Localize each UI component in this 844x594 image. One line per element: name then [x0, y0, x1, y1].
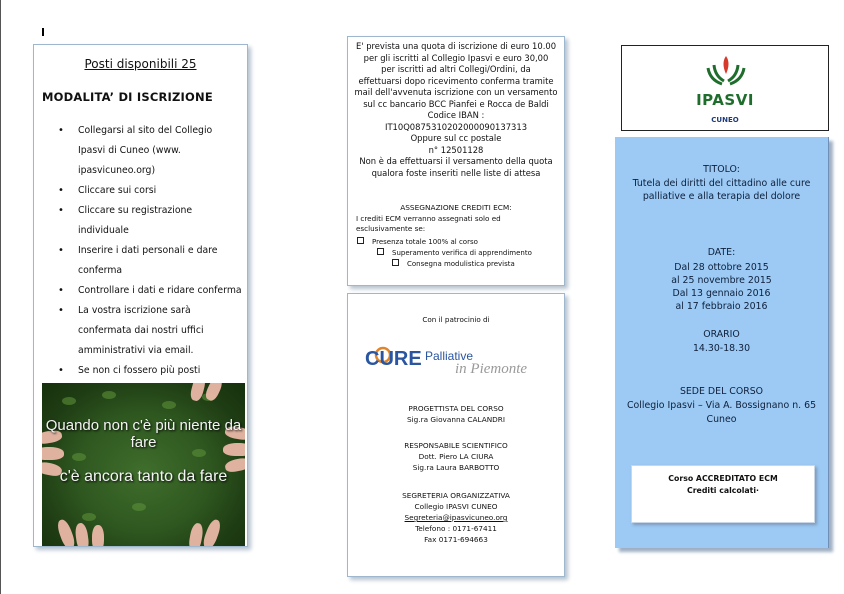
svg-text:Palliative: Palliative: [425, 349, 474, 363]
step-item: • Collegarsi al sito del Collegio Ipasvi di Cuneo (www. ipasvicuneo.org): [52, 121, 242, 181]
ipasvi-logo-box: [621, 45, 829, 131]
postal-account: n° 12501128: [428, 144, 484, 155]
fee-line: Codice IBAN :: [427, 110, 485, 120]
fee-line: mail dell'avvenuta iscrizione con un versamento: [354, 87, 558, 97]
ecm-requirement: Superamento verifica di apprendimento: [377, 248, 532, 257]
fee-line: per iscritti ad altri Collegi/Ordini, da: [381, 64, 531, 74]
fee-line: Non è da effettuarsi il versamento della quota: [359, 156, 553, 166]
secretariat-email[interactable]: Segreteria@ipasvicuneo.org: [404, 513, 508, 522]
course-date: al 17 febbraio 2016: [675, 301, 768, 312]
secretariat-label: SEGRETERIA ORGANIZZATIVA: [402, 491, 510, 500]
ipasvi-emblem-icon: [704, 54, 748, 88]
ecm-requirement: Presenza totale 100% al corso: [357, 237, 478, 246]
ecm-accreditation-box: [631, 465, 815, 523]
step-item: • Cliccare sui corsi: [52, 181, 242, 201]
scientific-lead-name: Dott. Piero LA CIURA: [418, 452, 494, 461]
ecm-requirement: Consegna modulistica prevista: [392, 259, 515, 268]
checkbox-icon: [377, 248, 384, 255]
iban-value: IT10Q0875310202000090137313: [384, 121, 528, 132]
svg-text:in Piemonte: in Piemonte: [455, 361, 528, 377]
fee-panel: [347, 36, 565, 286]
fee-line: sul cc bancario BCC Pianfei e Rocca de Baldi: [363, 98, 549, 109]
fee-line: per gli iscritti al Collegio Ipasvi e euro 30,00: [363, 52, 549, 63]
fee-line: effettuarsi dopo ricevimento conferma tramite: [358, 75, 554, 86]
photo-caption-1: Quando non c'è più niente da fare: [45, 417, 242, 451]
title-label: TITOLO:: [703, 164, 740, 175]
enrollment-title: MODALITA’ DI ISCRIZIONE: [42, 90, 213, 104]
cure-palliative-logo: [361, 338, 553, 380]
ipasvi-name: IPASVI: [696, 91, 754, 109]
svg-text:CURE: CURE: [365, 348, 422, 370]
designer-name: Sig.ra Giovanna CALANDRI: [407, 415, 505, 424]
venue-city: Cuneo: [706, 414, 737, 425]
course-date: Dal 13 gennaio 2016: [672, 288, 771, 299]
course-title: palliative e alla terapia del dolore: [642, 191, 801, 202]
fee-line: Oppure sul cc postale: [410, 133, 502, 143]
course-date: al 25 novembre 2015: [671, 275, 772, 286]
ecm-assignment-title: ASSEGNAZIONE CREDITI ECM:: [400, 203, 512, 212]
secretariat-fax: Fax 0171-694663: [424, 535, 488, 544]
page-left-edge: [0, 0, 1, 594]
schedule-label: ORARIO: [703, 329, 740, 340]
fee-line: E' prevista una quota di iscrizione di euro 10.00: [355, 41, 557, 51]
organizers-panel: [347, 293, 565, 577]
ecm-intro: I crediti ECM verranno assegnati solo ed esclusivamente se:: [356, 214, 501, 233]
enrollment-steps: [52, 121, 242, 421]
text-cursor: [42, 28, 44, 36]
scientific-lead-label: RESPONSABILE SCIENTIFICO: [404, 441, 508, 450]
available-seats: Posti disponibili 25: [84, 57, 197, 71]
ipasvi-city: CUNEO: [711, 116, 739, 124]
venue-address: Collegio Ipasvi – Via A. Bossignano n. 65: [626, 400, 817, 411]
ecm-credits: Crediti calcolati·: [686, 486, 760, 495]
step-item: • La vostra iscrizione sarà confermata dai nostri uffici amministrativi via email.: [52, 301, 242, 361]
designer-label: PROGETTISTA DEL CORSO: [408, 404, 504, 413]
dates-label: DATE:: [707, 247, 736, 258]
hands-photo: [42, 383, 245, 546]
checkbox-icon: [357, 237, 364, 244]
photo-caption-2: c'è ancora tanto da fare: [59, 468, 228, 485]
fee-line: qualora foste inseriti nelle liste di attesa: [371, 167, 541, 178]
scientific-lead-name: Sig.ra Laura BARBOTTO: [412, 463, 500, 472]
course-date: Dal 28 ottobre 2015: [674, 262, 769, 273]
secretariat-org: Collegio IPASVI CUNEO: [414, 502, 498, 511]
checkbox-icon: [392, 259, 399, 266]
step-item: • Controllare i dati e ridare conferma: [52, 281, 242, 301]
venue-label: SEDE DEL CORSO: [679, 386, 764, 397]
course-title: Tutela dei diritti del cittadino alle cure: [632, 178, 811, 189]
secretariat-phone: Telefono : 0171-67411: [415, 524, 497, 533]
fee-text: [348, 41, 564, 179]
schedule-value: 14.30-18.30: [692, 343, 751, 354]
patronage-label: Con il patrocinio di: [422, 315, 490, 324]
ecm-accredited: Corso ACCREDITATO ECM: [668, 474, 778, 483]
step-item: • Se non ci fossero più posti: [52, 361, 242, 421]
step-item: • Inserire i dati personali e dare conferma: [52, 241, 242, 281]
enrollment-panel: [33, 44, 248, 547]
step-item: • Cliccare su registrazione individuale: [52, 201, 242, 241]
